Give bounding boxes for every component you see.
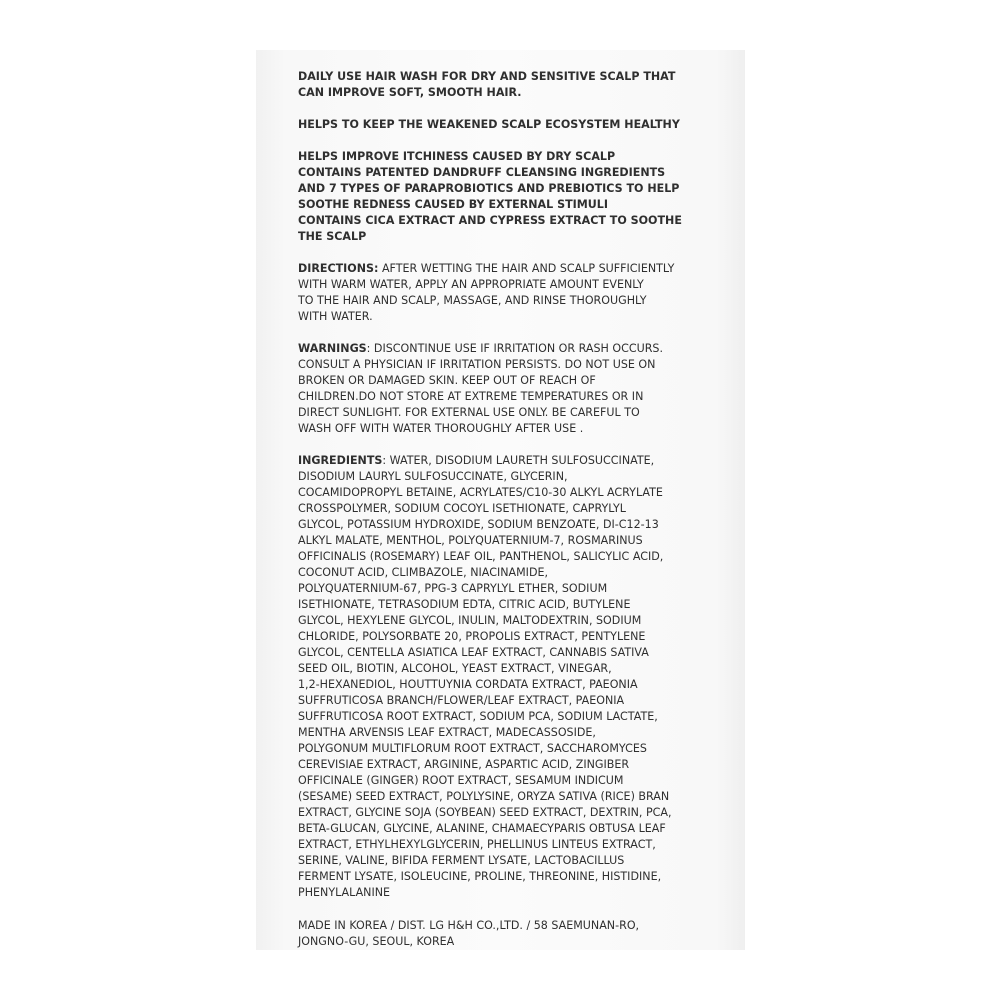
ingredient-line: EXTRACT, ETHYLHEXYLGLYCERIN, PHELLINUS LINTEUS EXTRACT, bbox=[298, 838, 656, 851]
ingredient-line: SERINE, VALINE, BIFIDA FERMENT LYSATE, LACTOBACILLUS bbox=[298, 854, 625, 867]
ingredient-line: PHENYLALANINE bbox=[298, 886, 391, 899]
ingredient-line: MENTHA ARVENSIS LEAF EXTRACT, MADECASSOSIDE, bbox=[298, 726, 596, 739]
warnings-line: CHILDREN.DO NOT STORE AT EXTREME TEMPERATURES OR IN bbox=[298, 390, 644, 403]
ingredient-line: GLYCOL, HEXYLENE GLYCOL, INULIN, MALTODEXTRIN, SODIUM bbox=[298, 614, 642, 627]
ingredient-line: GLYCOL, CENTELLA ASIATICA LEAF EXTRACT, CANNABIS SATIVA bbox=[298, 646, 649, 659]
ingredient-line: CROSSPOLYMER, SODIUM COCOYL ISETHIONATE, CAPRYLYL bbox=[298, 502, 626, 515]
ecosystem-line: HELPS TO KEEP THE WEAKENED SCALP ECOSYSTEM HEALTHY bbox=[298, 118, 680, 131]
ingredient-line: ISETHIONATE, TETRASODIUM EDTA, CITRIC ACID, BUTYLENE bbox=[298, 598, 631, 611]
directions-label: DIRECTIONS: bbox=[298, 262, 379, 275]
benefit-line: AND 7 TYPES OF PARAPROBIOTICS AND PREBIOTICS TO HELP bbox=[298, 182, 680, 195]
ingredient-line: CEREVISIAE EXTRACT, ARGININE, ASPARTIC ACID, ZINGIBER bbox=[298, 758, 630, 771]
ingredients-paragraph bbox=[298, 453, 706, 901]
ingredient-line: GLYCOL, POTASSIUM HYDROXIDE, SODIUM BENZOATE, DI-C12-13 bbox=[298, 518, 659, 531]
ingredient-line: SUFFRUTICOSA ROOT EXTRACT, SODIUM PCA, SODIUM LACTATE, bbox=[298, 710, 658, 723]
intro-line: DAILY USE HAIR WASH FOR DRY AND SENSITIVE SCALP THAT bbox=[298, 70, 676, 83]
ecosystem-paragraph bbox=[298, 117, 706, 133]
label-text-block bbox=[298, 69, 706, 950]
warnings-first-line bbox=[298, 341, 706, 357]
warnings-line: CONSULT A PHYSICIAN IF IRRITATION PERSISTS. DO NOT USE ON bbox=[298, 358, 656, 371]
warnings-text: : DISCONTINUE USE IF IRRITATION OR RASH OCCURS. bbox=[366, 342, 664, 355]
ingredient-line: 1,2-HEXANEDIOL, HOUTTUYNIA CORDATA EXTRACT, PAEONIA bbox=[298, 678, 638, 691]
ingredient-line: CHLORIDE, POLYSORBATE 20, PROPOLIS EXTRACT, PENTYLENE bbox=[298, 630, 646, 643]
ingredient-line: POLYQUATERNIUM-67, PPG-3 CAPRYLYL ETHER, SODIUM bbox=[298, 582, 608, 595]
ingredient-line: OFFICINALE (GINGER) ROOT EXTRACT, SESAMUM INDICUM bbox=[298, 774, 624, 787]
ingredients-first-line bbox=[298, 453, 706, 469]
ingredient-line: POLYGONUM MULTIFLORUM ROOT EXTRACT, SACCHAROMYCES bbox=[298, 742, 647, 755]
benefit-line: CONTAINS PATENTED DANDRUFF CLEANSING INGREDIENTS bbox=[298, 166, 666, 179]
benefit-line: THE SCALP bbox=[298, 230, 367, 243]
ingredient-line: FERMENT LYSATE, ISOLEUCINE, PROLINE, THREONINE, HISTIDINE, bbox=[298, 870, 662, 883]
directions-line: TO THE HAIR AND SCALP, MASSAGE, AND RINSE THOROUGHLY bbox=[298, 294, 647, 307]
product-label-panel bbox=[256, 50, 745, 950]
directions-line: WITH WARM WATER, APPLY AN APPROPRIATE AMOUNT EVENLY bbox=[298, 278, 644, 291]
warnings-line: DIRECT SUNLIGHT. FOR EXTERNAL USE ONLY. BE CAREFUL TO bbox=[298, 406, 640, 419]
benefit-line: HELPS IMPROVE ITCHINESS CAUSED BY DRY SCALP bbox=[298, 150, 616, 163]
ingredient-line: DISODIUM LAURYL SULFOSUCCINATE, GLYCERIN, bbox=[298, 470, 568, 483]
warnings-line: BROKEN OR DAMAGED SKIN. KEEP OUT OF REACH OF bbox=[298, 374, 596, 387]
ingredient-line: EXTRACT, GLYCINE SOJA (SOYBEAN) SEED EXTRACT, DEXTRIN, PCA, bbox=[298, 806, 672, 819]
ingredient-line: ALKYL MALATE, MENTHOL, POLYQUATERNIUM-7, ROSMARINUS bbox=[298, 534, 643, 547]
ingredient-line: OFFICINALIS (ROSEMARY) LEAF OIL, PANTHENOL, SALICYLIC ACID, bbox=[298, 550, 664, 563]
benefit-line: SOOTHE REDNESS CAUSED BY EXTERNAL STIMULI bbox=[298, 198, 609, 211]
ingredient-line: SEED OIL, BIOTIN, ALCOHOL, YEAST EXTRACT, VINEGAR, bbox=[298, 662, 612, 675]
directions-line: WITH WATER. bbox=[298, 310, 373, 323]
manufacturer-line: MADE IN KOREA / DIST. LG H&H CO.,LTD. / 58 SAEMUNAN-RO, bbox=[298, 919, 640, 932]
ingredients-text: : WATER, DISODIUM LAURETH SULFOSUCCINATE, bbox=[382, 454, 655, 467]
benefit-line: CONTAINS CICA EXTRACT AND CYPRESS EXTRACT TO SOOTHE bbox=[298, 214, 682, 227]
ingredient-line: COCONUT ACID, CLIMBAZOLE, NIACINAMIDE, bbox=[298, 566, 549, 579]
directions-text: AFTER WETTING THE HAIR AND SCALP SUFFICIENTLY bbox=[378, 262, 675, 275]
warnings-paragraph bbox=[298, 341, 706, 437]
warnings-line: WASH OFF WITH WATER THOROUGHLY AFTER USE . bbox=[298, 422, 584, 435]
ingredients-label: INGREDIENTS bbox=[298, 454, 383, 467]
benefits-paragraph bbox=[298, 149, 706, 245]
ingredient-line: COCAMIDOPROPYL BETAINE, ACRYLATES/C10-30 ALKYL ACRYLATE bbox=[298, 486, 663, 499]
directions-first-line bbox=[298, 261, 706, 277]
manufacturer-paragraph bbox=[298, 918, 706, 950]
intro-paragraph bbox=[298, 69, 706, 101]
warnings-label: WARNINGS bbox=[298, 342, 367, 355]
directions-paragraph bbox=[298, 261, 706, 325]
manufacturer-line: JONGNO-GU, SEOUL, KOREA bbox=[298, 935, 455, 948]
ingredient-line: BETA-GLUCAN, GLYCINE, ALANINE, CHAMAECYPARIS OBTUSA LEAF bbox=[298, 822, 666, 835]
ingredient-line: SUFFRUTICOSA BRANCH/FLOWER/LEAF EXTRACT, PAEONIA bbox=[298, 694, 625, 707]
intro-line: CAN IMPROVE SOFT, SMOOTH HAIR. bbox=[298, 86, 522, 99]
ingredient-line: (SESAME) SEED EXTRACT, POLYLYSINE, ORYZA SATIVA (RICE) BRAN bbox=[298, 790, 670, 803]
